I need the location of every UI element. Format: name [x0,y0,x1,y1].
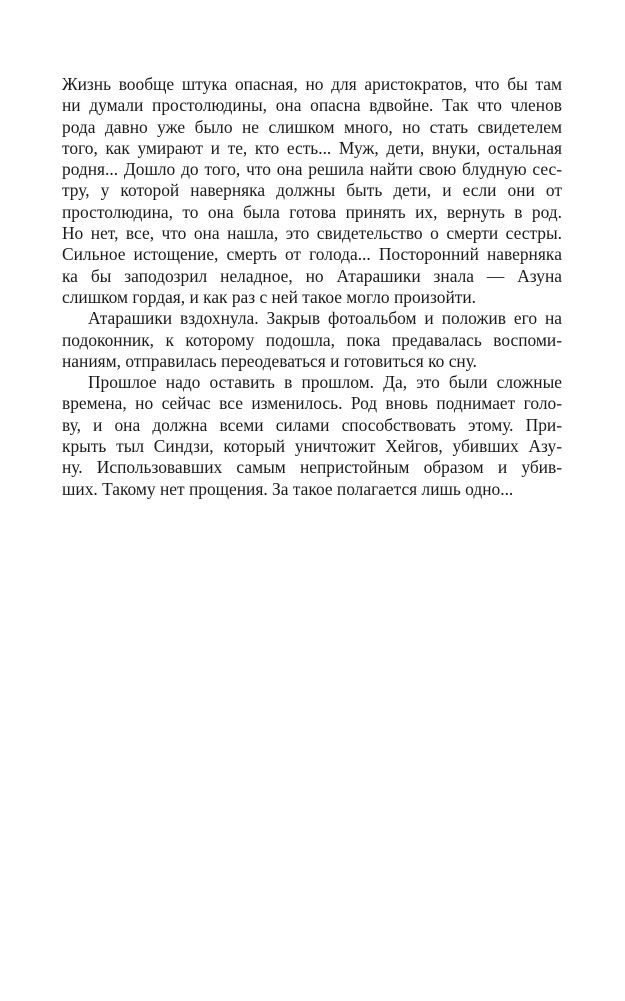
text-line: рода давно уже было не слишком много, но стать свидетелем [62,116,562,137]
text-line: ших. Такому нет прощения. За такое полагается лишь одно... [62,478,514,499]
text-line: простолюдина, то она была готова принять их, вернуть в род. [62,201,562,222]
text-line: того, как умирают и те, кто есть... Муж, дети, внуки, остальная [62,137,562,158]
text-line: наниям, отправилась переодеваться и готовиться ко сну. [62,350,478,371]
body-text [62,74,562,500]
paragraph-2 [62,308,562,372]
text-line: слишком гордая, и как раз с ней такое могло произойти. [62,286,477,307]
text-line: ка бы заподозрил неладное, но Атарашики знала — Азуна [62,265,562,286]
text-line: ни думали простолюдины, она опасна вдвойне. Так что членов [62,95,562,116]
text-line: Но нет, все, что она нашла, это свидетельство о смерти сестры. [62,223,562,244]
text-line: времена, но сейчас все изменилось. Род вновь поднимает голо- [62,393,562,414]
text-line: ву, и она должна всеми силами способствовать этому. При- [62,414,562,435]
text-line: тру, у которой наверняка должны быть дети, и если они от [62,180,562,201]
paragraph-3 [62,372,562,500]
text-line: крыть тыл Синдзи, который уничтожит Хейгов, убивших Азу- [62,436,562,457]
text-line: Сильное истощение, смерть от голода... Посторонний навернякa [62,244,562,265]
text-line: подоконник, к которому подошла, пока предавалась воспоми- [62,329,562,350]
paragraph-1 [62,74,562,308]
text-line: Прошлое надо оставить в прошлом. Да, это были сложные [88,372,562,393]
text-line: Жизнь вообще штука опасная, но для аристократов, что бы там [62,74,562,94]
text-line: Атарашики вздохнула. Закрыв фотоальбом и положив его на [88,308,562,329]
text-line: ну. Использовавших самым непристойным образом и убив- [62,457,562,478]
text-line: родня... Дошло до того, что она решила найти свою блудную сес- [62,159,562,180]
